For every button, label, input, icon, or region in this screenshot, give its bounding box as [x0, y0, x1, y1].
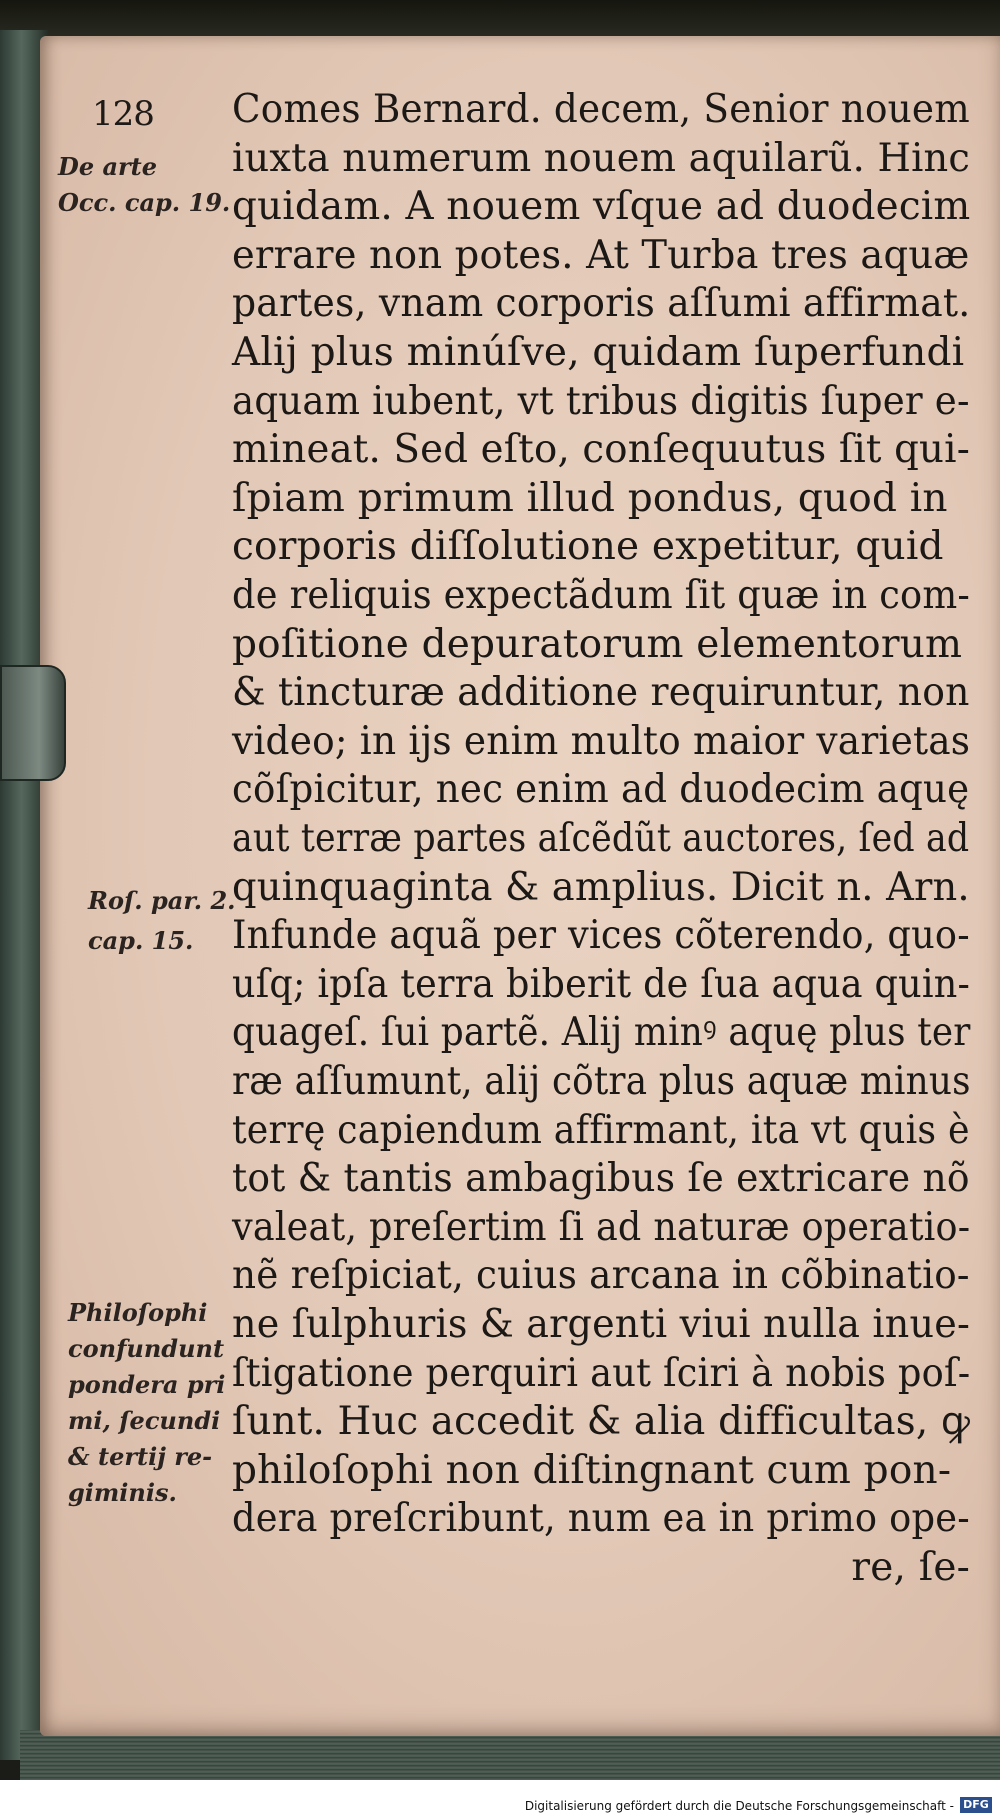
- text-line: de reliquis expectãdum ſit quæ in com-: [232, 573, 971, 618]
- text-line: ræ aſſumunt, alij cõtra plus aquæ minus: [232, 1059, 971, 1104]
- text-line: poſitione depuratorum elementorum: [232, 621, 963, 667]
- text-line: ſunt. Huc accedit & alia difficultas, ꝙ: [232, 1399, 971, 1445]
- text-line: philoſophi non diſtingnant cum pon-: [232, 1447, 952, 1493]
- book-clasp: [0, 665, 66, 781]
- page-number: 128: [92, 94, 154, 134]
- text-line: uſq; ipſa terra biberit de ſua aqua quin-: [232, 961, 971, 1007]
- text-line: cõſpicitur, nec enim ad duodecim aquę: [232, 767, 970, 813]
- text-line: video; in ijs enim multo maior varietas: [232, 718, 971, 764]
- margin-note-de-arte: Occ. cap. 19.: [58, 188, 231, 217]
- margin-note-philosophi: mi, ſecundi: [68, 1406, 221, 1435]
- text-line: aut terræ partes aſcẽdũt auctores, ſed ad: [232, 816, 970, 861]
- text-line: ſpiam primum illud pondus, quod in: [232, 475, 948, 521]
- text-line: re, ſe-: [851, 1545, 970, 1590]
- page-edges: [20, 1730, 1000, 1780]
- text-line: ſtigatione perquiri aut ſciri à nobis poſ-: [232, 1350, 971, 1396]
- digitization-credit: Digitalisierung gefördert durch die Deutsche Forschungsgemeinschaft -: [524, 1799, 954, 1813]
- text-line: quageſ. ſui partẽ. Alij minꝰ aquę plus ter: [232, 1010, 971, 1056]
- text-line: Infunde aquã per vices cõterendo, quo-: [232, 913, 970, 959]
- text-line: quidam. A nouem vſque ad duodecim: [232, 184, 971, 230]
- text-line: terrę capiendum affirmant, ita vt quis è: [232, 1107, 970, 1153]
- margin-note-rosarium: cap. 15.: [88, 926, 194, 955]
- text-line: Alij plus minúſve, quidam ſuperfundi: [232, 330, 965, 375]
- text-line: valeat, preſertim ſi ad naturæ operatio-: [232, 1204, 971, 1250]
- text-line: aquam iubent, vt tribus digitis ſuper e-: [232, 378, 970, 424]
- text-line: nẽ reſpiciat, cuius arcana in cõbinatio-: [232, 1253, 970, 1299]
- text-line: Comes Bernard. decem, Senior nouem: [232, 87, 970, 132]
- margin-note-rosarium: Roſ. par. 2.: [88, 886, 236, 915]
- margin-note-philosophi: giminis.: [68, 1478, 177, 1507]
- text-line: & tincturæ additione requiruntur, non: [232, 670, 970, 716]
- text-line: corporis diſſolutione expetitur, quid: [232, 524, 944, 570]
- margin-note-philosophi: pondera pri: [68, 1370, 226, 1399]
- text-line: mineat. Sed eſto, conſequutus ſit qui-: [232, 427, 970, 473]
- text-line: partes, vnam corporis aſſumi affirmat.: [232, 281, 971, 327]
- text-line: dera preſcribunt, num ea in primo ope-: [232, 1496, 970, 1542]
- margin-note-philosophi: Philoſophi: [68, 1298, 208, 1327]
- text-line: ne ſulphuris & argenti viui nulla inue-: [232, 1302, 971, 1347]
- margin-note-de-arte: De arte: [58, 152, 157, 181]
- text-line: iuxta numerum nouem aquilarũ. Hinc: [232, 135, 971, 181]
- text-line: errare non potes. At Turba tres aquæ: [232, 232, 970, 278]
- margin-note-philosophi: confundunt: [68, 1334, 225, 1363]
- text-line: quinquaginta & amplius. Dicit n. Arn.: [232, 864, 970, 910]
- dfg-logo: DFG: [960, 1797, 992, 1813]
- text-line: tot & tantis ambagibus ſe extricare nõ: [232, 1156, 970, 1202]
- margin-note-philosophi: & tertij re-: [68, 1442, 213, 1471]
- book-top-edge: [0, 0, 1000, 40]
